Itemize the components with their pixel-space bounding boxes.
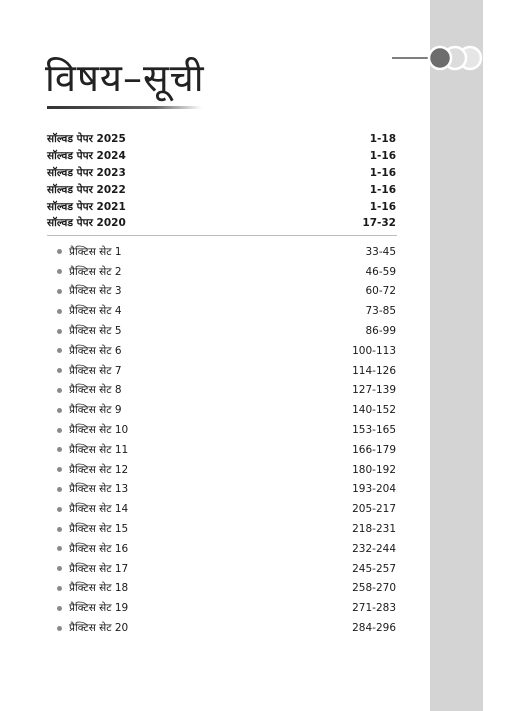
bullet-icon xyxy=(57,408,62,413)
bullet-icon xyxy=(57,249,62,254)
practice-set-pages: 245-257 xyxy=(352,562,396,575)
practice-set-label: प्रैक्टिस सेट 11 xyxy=(69,443,129,456)
bullet-icon xyxy=(57,428,62,433)
practice-set-label: प्रैक्टिस सेट 7 xyxy=(69,364,122,377)
solved-paper-pages: 17-32 xyxy=(362,217,396,230)
solved-paper-row[interactable] xyxy=(47,215,396,232)
solved-paper-pages: 1-16 xyxy=(369,150,396,163)
practice-set-label: प्रैक्टिस सेट 3 xyxy=(69,285,122,298)
practice-set-row[interactable] xyxy=(57,440,396,460)
practice-set-row[interactable] xyxy=(57,420,396,440)
practice-set-label: प्रैक्टिस सेट 4 xyxy=(69,305,122,318)
practice-set-row[interactable] xyxy=(57,579,396,599)
solved-paper-row[interactable] xyxy=(47,181,396,198)
practice-set-label: प्रैक्टिस सेट 17 xyxy=(69,562,129,575)
bullet-icon xyxy=(57,269,62,274)
practice-set-row[interactable] xyxy=(57,460,396,480)
practice-set-pages: 86-99 xyxy=(365,325,396,338)
solved-paper-pages: 1-16 xyxy=(369,200,396,213)
practice-set-pages: 114-126 xyxy=(352,364,396,377)
solved-paper-row[interactable] xyxy=(47,198,396,215)
practice-set-pages: 60-72 xyxy=(365,285,396,298)
practice-set-label: प्रैक्टिस सेट 12 xyxy=(69,463,129,476)
practice-set-label: प्रैक्टिस सेट 19 xyxy=(69,602,129,615)
solved-paper-label: सॉल्वड पेपर 2025 xyxy=(47,133,126,146)
practice-set-label: प्रैक्टिस सेट 10 xyxy=(69,424,129,437)
practice-set-pages: 100-113 xyxy=(352,344,396,357)
practice-set-pages: 180-192 xyxy=(352,463,396,476)
solved-paper-label: सॉल्वड पेपर 2021 xyxy=(47,200,126,213)
bullet-icon xyxy=(57,487,62,492)
practice-set-label: प्रैक्टिस सेट 9 xyxy=(69,404,122,417)
practice-set-row[interactable] xyxy=(57,559,396,579)
solved-paper-pages: 1-16 xyxy=(369,166,396,179)
practice-set-pages: 232-244 xyxy=(352,542,396,555)
solved-paper-label: सॉल्वड पेपर 2020 xyxy=(47,217,126,230)
practice-set-pages: 153-165 xyxy=(352,424,396,437)
practice-set-row[interactable] xyxy=(57,381,396,401)
bullet-icon xyxy=(57,566,62,571)
practice-sets-list xyxy=(57,242,396,638)
practice-set-label: प्रैक्टिस सेट 18 xyxy=(69,582,129,595)
solved-paper-label: सॉल्वड पेपर 2024 xyxy=(47,150,126,163)
practice-set-label: प्रैक्टिस सेट 20 xyxy=(69,622,129,635)
practice-set-label: प्रैक्टिस सेट 8 xyxy=(69,384,122,397)
practice-set-label: प्रैक्टिस सेट 14 xyxy=(69,503,129,516)
practice-set-pages: 166-179 xyxy=(352,443,396,456)
practice-set-row[interactable] xyxy=(57,242,396,262)
practice-set-pages: 127-139 xyxy=(352,384,396,397)
practice-set-row[interactable] xyxy=(57,301,396,321)
practice-set-pages: 193-204 xyxy=(352,483,396,496)
practice-set-row[interactable] xyxy=(57,519,396,539)
practice-set-label: प्रैक्टिस सेट 15 xyxy=(69,523,129,536)
solved-paper-pages: 1-18 xyxy=(369,133,396,146)
solved-paper-label: सॉल्वड पेपर 2023 xyxy=(47,166,126,179)
solved-paper-row[interactable] xyxy=(47,131,396,148)
bullet-icon xyxy=(57,626,62,631)
solved-paper-row[interactable] xyxy=(47,148,396,165)
page-title: विषय–सूची xyxy=(45,56,205,100)
practice-set-row[interactable] xyxy=(57,282,396,302)
bullet-icon xyxy=(57,368,62,373)
practice-set-pages: 218-231 xyxy=(352,523,396,536)
solved-paper-label: सॉल्वड पेपर 2022 xyxy=(47,183,126,196)
practice-set-pages: 33-45 xyxy=(365,245,396,258)
bullet-icon xyxy=(57,586,62,591)
bullet-icon xyxy=(57,289,62,294)
practice-set-pages: 258-270 xyxy=(352,582,396,595)
side-strip xyxy=(430,0,483,711)
practice-set-row[interactable] xyxy=(57,321,396,341)
solved-papers-list xyxy=(47,131,396,232)
section-divider xyxy=(47,235,397,236)
practice-set-pages: 284-296 xyxy=(352,622,396,635)
practice-set-pages: 73-85 xyxy=(365,305,396,318)
practice-set-pages: 46-59 xyxy=(365,265,396,278)
practice-set-row[interactable] xyxy=(57,361,396,381)
practice-set-label: प्रैक्टिस सेट 5 xyxy=(69,325,122,338)
practice-set-row[interactable] xyxy=(57,539,396,559)
bullet-icon xyxy=(57,329,62,334)
practice-set-row[interactable] xyxy=(57,480,396,500)
bullet-icon xyxy=(57,467,62,472)
practice-set-pages: 271-283 xyxy=(352,602,396,615)
practice-set-row[interactable] xyxy=(57,598,396,618)
bullet-icon xyxy=(57,546,62,551)
practice-set-label: प्रैक्टिस सेट 2 xyxy=(69,265,122,278)
solved-paper-row[interactable] xyxy=(47,165,396,182)
practice-set-label: प्रैक्टिस सेट 6 xyxy=(69,344,122,357)
practice-set-label: प्रैक्टिस सेट 16 xyxy=(69,542,129,555)
practice-set-row[interactable] xyxy=(57,499,396,519)
bullet-icon xyxy=(57,527,62,532)
bullet-icon xyxy=(57,388,62,393)
solved-paper-pages: 1-16 xyxy=(369,183,396,196)
bullet-icon xyxy=(57,348,62,353)
practice-set-pages: 205-217 xyxy=(352,503,396,516)
bullet-icon xyxy=(57,606,62,611)
practice-set-pages: 140-152 xyxy=(352,404,396,417)
practice-set-label: प्रैक्टिस सेट 13 xyxy=(69,483,129,496)
practice-set-row[interactable] xyxy=(57,618,396,638)
practice-set-row[interactable] xyxy=(57,341,396,361)
title-underline xyxy=(47,106,202,109)
bullet-icon xyxy=(57,309,62,314)
bullet-icon xyxy=(57,447,62,452)
circles-decoration-icon xyxy=(392,44,492,72)
bullet-icon xyxy=(57,507,62,512)
practice-set-row[interactable] xyxy=(57,400,396,420)
practice-set-label: प्रैक्टिस सेट 1 xyxy=(69,245,122,258)
practice-set-row[interactable] xyxy=(57,262,396,282)
